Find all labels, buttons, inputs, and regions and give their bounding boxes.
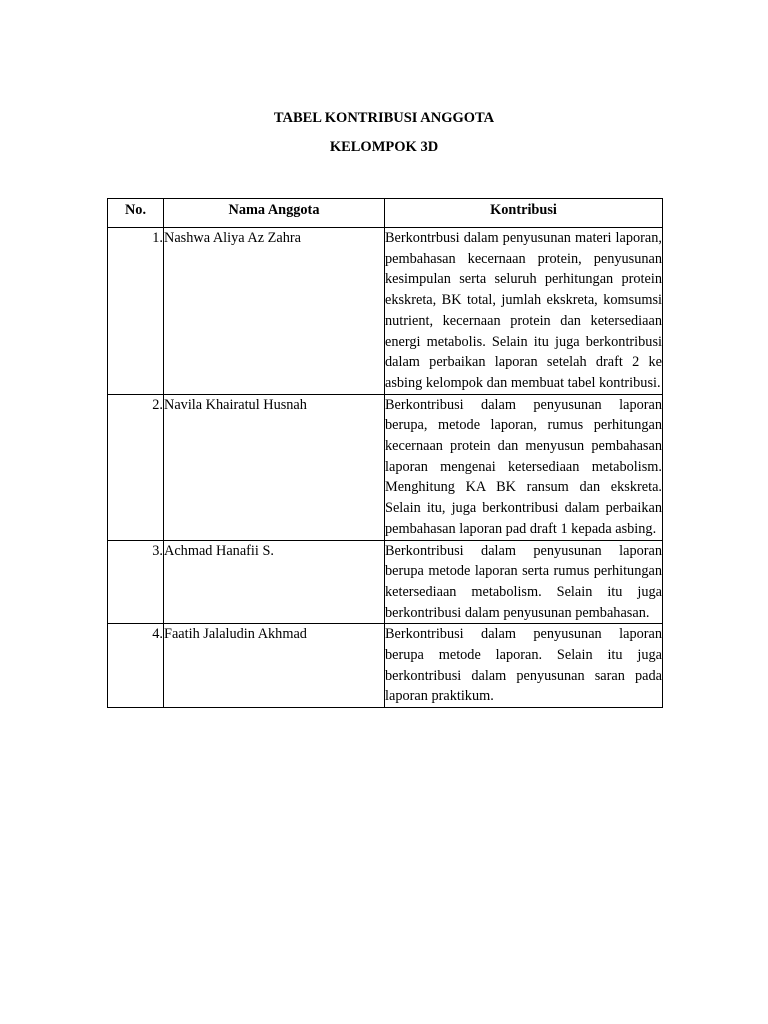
member-contribution: Berkontribusi dalam penyusunan laporan berupa, metode laporan, rumus perhitungan kecernaan protein dan menyusun pembahasan laporan mengenai ketersediaan metabolism. Menghitung KA BK ransum dan ekskreta. Selain itu, juga berkontribusi dalam perbaikan pembahasan laporan pad draft 1 kepada asbing.: [385, 394, 663, 540]
header-contribution: Kontribusi: [385, 199, 663, 228]
row-number: 3.: [108, 540, 164, 624]
table-row: [108, 394, 663, 540]
member-name: Nashwa Aliya Az Zahra: [164, 228, 385, 395]
member-contribution: Berkontribusi dalam penyusunan laporan berupa metode laporan serta rumus perhitungan ketersediaan metabolism. Selain itu juga berkontribusi dalam penyusunan pembahasan.: [385, 540, 663, 624]
table-row: [108, 228, 663, 395]
row-number: 2.: [108, 394, 164, 540]
table-row: [108, 624, 663, 708]
row-number: 4.: [108, 624, 164, 708]
row-number: 1.: [108, 228, 164, 395]
header-name: Nama Anggota: [164, 199, 385, 228]
header-no: No.: [108, 199, 164, 228]
member-name: Faatih Jalaludin Akhmad: [164, 624, 385, 708]
page-subtitle: KELOMPOK 3D: [329, 139, 439, 155]
table-header-row: [108, 199, 663, 228]
contribution-table: [107, 198, 663, 708]
member-contribution: Berkontribusi dalam penyusunan laporan berupa metode laporan. Selain itu juga berkontribusi dalam penyusunan saran pada laporan praktikum.: [385, 624, 663, 708]
member-name: Achmad Hanafii S.: [164, 540, 385, 624]
member-contribution: Berkontrbusi dalam penyusunan materi laporan, pembahasan kecernaan protein, penyusunan kesimpulan serta seluruh perhitungan protein ekskreta, BK total, jumlah ekskreta, komsumsi nutrient, kecernaan protein dan ketersediaan energi metabolis. Selain itu juga berkontribusi dalam perbaikan laporan setelah draft 2 ke asbing kelompok dan membuat tabel kontribusi.: [385, 228, 663, 395]
member-name: Navila Khairatul Husnah: [164, 394, 385, 540]
page-title: TABEL KONTRIBUSI ANGGOTA: [273, 110, 495, 126]
table-row: [108, 540, 663, 624]
